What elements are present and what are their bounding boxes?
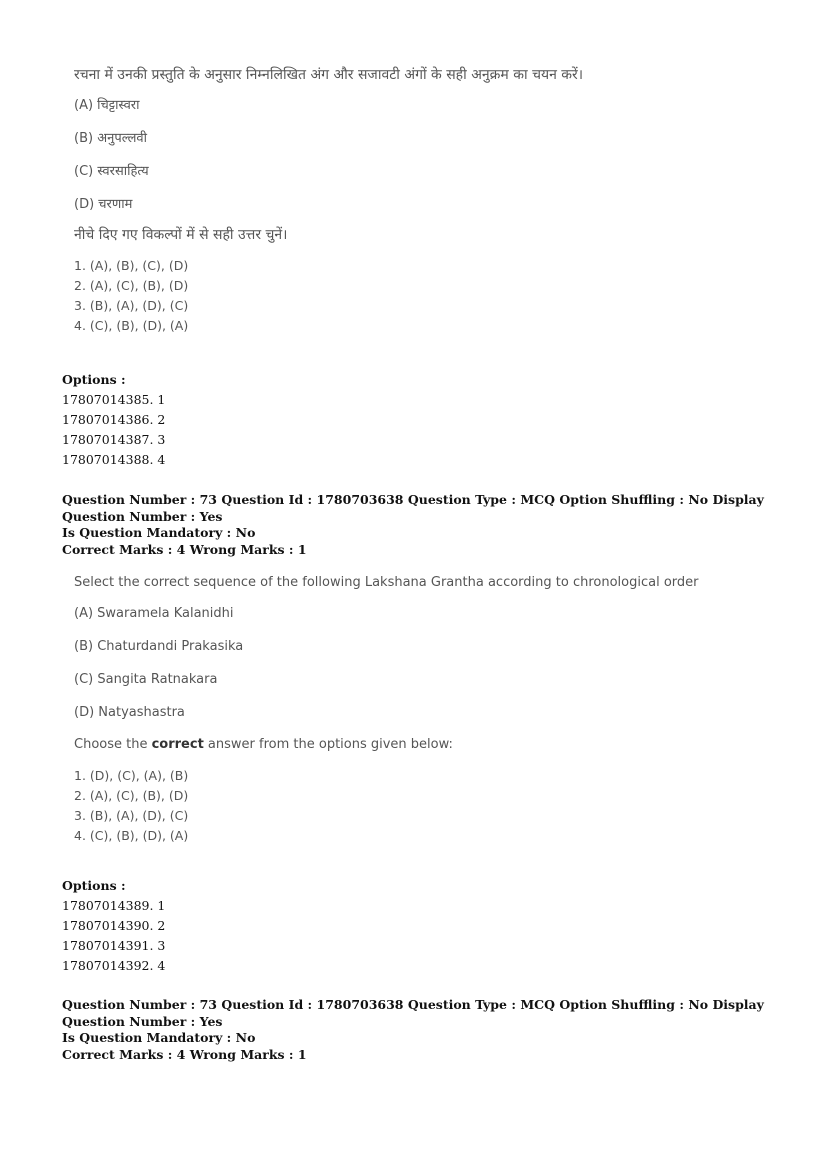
question-mandatory-line: Is Question Mandatory : No xyxy=(62,1030,256,1045)
sequence-item-c: (C) स्वरसाहित्य xyxy=(74,164,149,179)
answer-choice: 3. (B), (A), (D), (C) xyxy=(74,808,189,823)
question-stem: Select the correct sequence of the following Lakshana Grantha according to chronological order xyxy=(74,575,699,590)
instruction-text: नीचे दिए गए विकल्पों में से सही उत्तर चुनें। xyxy=(74,227,288,243)
question-image-2 xyxy=(74,574,699,846)
answer-choice: 1. (A), (B), (C), (D) xyxy=(74,258,189,273)
sequence-item-b: (B) Chaturdandi Prakasika xyxy=(74,639,244,654)
question-instruction xyxy=(74,226,583,244)
answer-choice-list xyxy=(74,256,583,336)
question-marks-line: Correct Marks : 4 Wrong Marks : 1 xyxy=(62,541,307,557)
answer-choice-list xyxy=(74,766,699,846)
question-mandatory-line: Is Question Mandatory : No xyxy=(62,525,256,540)
question-stem: रचना में उनकी प्रस्तुति के अनुसार निम्नलिखित अंग और सजावटी अंगों के सही अनुक्रम का चयन करें। xyxy=(74,67,584,83)
answer-choice: 1. (D), (C), (A), (B) xyxy=(74,768,189,783)
answer-choice: 4. (C), (B), (D), (A) xyxy=(74,318,189,333)
question-instruction xyxy=(74,736,699,754)
option-id: 17807014389. 1 xyxy=(62,898,166,913)
options-label: Options : xyxy=(62,878,126,893)
answer-choice: 3. (B), (A), (D), (C) xyxy=(74,298,189,313)
instruction-text: Choose the xyxy=(74,737,152,752)
sequence-item-b: (B) अनुपल्लवी xyxy=(74,131,147,146)
option-id: 17807014388. 4 xyxy=(62,452,166,467)
answer-choice: 4. (C), (B), (D), (A) xyxy=(74,828,189,843)
answer-choice: 2. (A), (C), (B), (D) xyxy=(74,278,189,293)
question-image-1 xyxy=(74,66,583,336)
sequence-item-a: (A) Swaramela Kalanidhi xyxy=(74,606,234,621)
sequence-item-c: (C) Sangita Ratnakara xyxy=(74,672,218,687)
sequence-item-d: (D) Natyashastra xyxy=(74,705,185,720)
question-marks-line: Correct Marks : 4 Wrong Marks : 1 xyxy=(62,1046,307,1062)
sequence-item-d: (D) चरणाम xyxy=(74,197,133,212)
question-header-1 xyxy=(62,492,782,558)
options-label: Options : xyxy=(62,372,126,387)
question-header-2 xyxy=(62,997,782,1063)
option-id: 17807014392. 4 xyxy=(62,958,166,973)
sequence-item-a: (A) चिट्टास्वरा xyxy=(74,98,140,113)
instruction-text: answer from the options given below: xyxy=(203,737,453,752)
option-id: 17807014391. 3 xyxy=(62,938,166,953)
options-block-2 xyxy=(62,876,782,976)
option-id: 17807014390. 2 xyxy=(62,918,166,933)
option-id: 17807014385. 1 xyxy=(62,392,166,407)
question-header-line: Question Number : 73 Question Id : 1780703638 Question Type : MCQ Option Shuffling : No Display Question Number : Yes xyxy=(62,997,764,1029)
option-id: 17807014387. 3 xyxy=(62,432,166,447)
options-block-1 xyxy=(62,370,782,470)
answer-choice: 2. (A), (C), (B), (D) xyxy=(74,788,189,803)
instruction-emphasis: correct xyxy=(151,737,204,752)
option-id: 17807014386. 2 xyxy=(62,412,166,427)
question-header-line: Question Number : 73 Question Id : 1780703638 Question Type : MCQ Option Shuffling : No Display Question Number : Yes xyxy=(62,492,764,524)
